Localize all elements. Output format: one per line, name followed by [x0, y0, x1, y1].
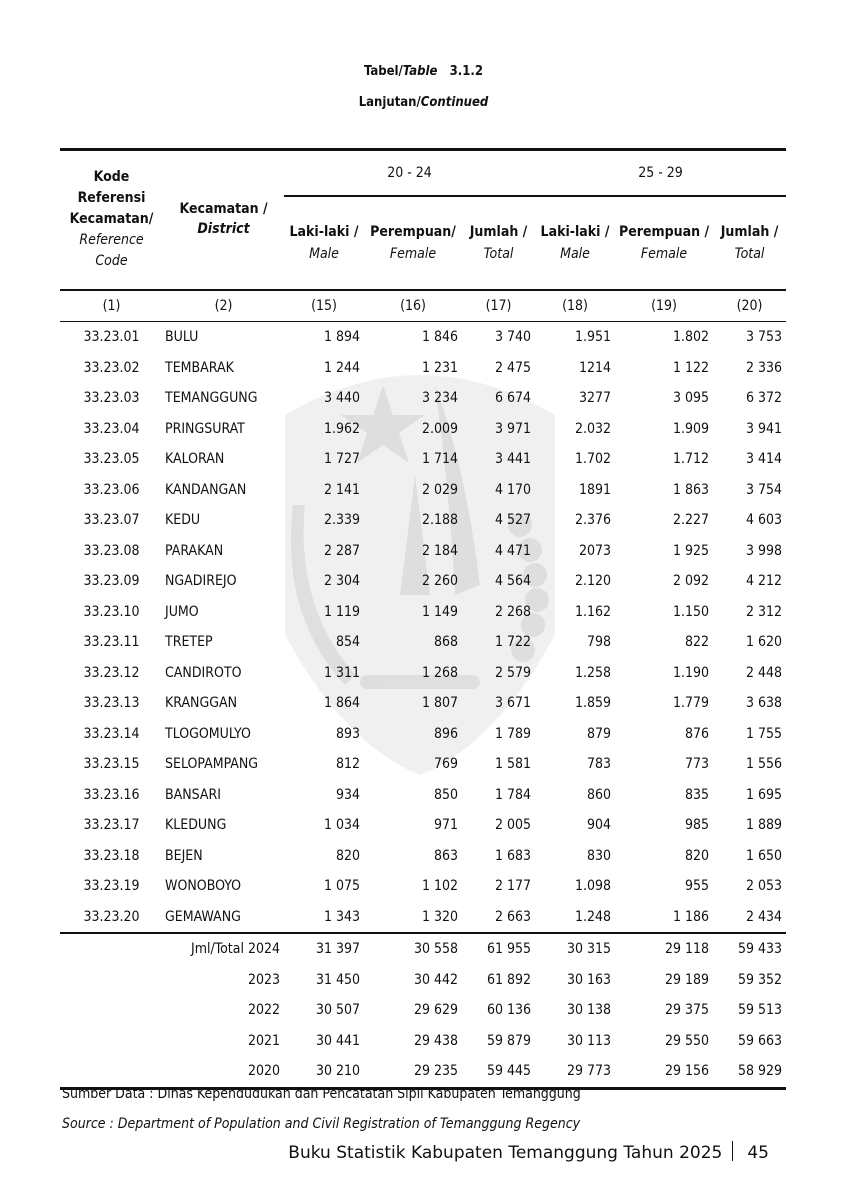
total-25-29: 4 212: [745, 573, 783, 590]
district-name: BULU: [165, 329, 199, 346]
district-code: 33.23.19: [83, 878, 140, 895]
district-name: JUMO: [165, 603, 199, 620]
population-table: [60, 148, 786, 1090]
total-20-24: 2 663: [494, 908, 532, 925]
total-20-24: 4 527: [494, 512, 532, 529]
total-25-29: 3 941: [745, 420, 783, 437]
total-25-29: 59 513: [737, 1002, 783, 1019]
female-25-29: 773: [684, 756, 710, 773]
table-row: [60, 475, 786, 506]
district-code: 33.23.06: [83, 481, 140, 498]
male-20-24: 820: [335, 847, 360, 864]
header-age-25-29: 25 - 29: [535, 150, 786, 197]
male-25-29: 30 138: [566, 1002, 612, 1019]
male-20-24: 893: [335, 725, 360, 742]
district-name: KANDANGAN: [165, 481, 247, 498]
female-20-24: 1 320: [421, 908, 458, 925]
district-code: 33.23.11: [83, 634, 140, 651]
female-20-24: 1 846: [421, 329, 458, 346]
total-25-29: 2 053: [745, 878, 783, 895]
total-25-29: 4 603: [745, 512, 783, 529]
male-25-29: 879: [586, 725, 612, 742]
table-row: [60, 536, 786, 567]
female-20-24: 29 438: [413, 1032, 458, 1049]
table-row: [60, 505, 786, 536]
male-20-24: 1 119: [323, 603, 360, 620]
male-25-29: 1214: [578, 359, 612, 376]
male-20-24: 30 441: [315, 1032, 360, 1049]
female-20-24: 2 184: [421, 542, 458, 559]
female-25-29: 29 375: [664, 1002, 710, 1019]
total-25-29: 3 638: [745, 695, 783, 712]
district-name: TRETEP: [165, 634, 213, 651]
spacer-cell: [60, 1026, 163, 1057]
district-name: TLOGOMULYO: [165, 725, 251, 742]
total-25-29: 59 352: [737, 971, 783, 988]
male-20-24: 3 440: [323, 390, 360, 407]
male-20-24: 1 311: [323, 664, 360, 681]
total-25-29: 2 434: [745, 908, 783, 925]
table-subtitle: Lanjutan/Continued: [358, 95, 489, 110]
district-name: CANDIROTO: [165, 664, 242, 681]
district-code: 33.23.05: [83, 451, 140, 468]
header-female: Perempuan/ Female: [370, 224, 456, 262]
district-name: TEMBARAK: [165, 359, 234, 376]
male-25-29: 1.162: [574, 603, 612, 620]
female-25-29: 1 122: [672, 359, 710, 376]
total-25-29: 1 556: [745, 756, 783, 773]
total-year-label: 2021: [247, 1032, 280, 1049]
total-year-label: Jml/Total 2024: [191, 941, 280, 958]
male-25-29: 1.098: [574, 878, 612, 895]
female-25-29: 1.779: [672, 695, 710, 712]
male-25-29: 1891: [578, 481, 612, 498]
male-20-24: 1 343: [323, 908, 360, 925]
header-male: Laki-laki / Male: [289, 224, 359, 262]
female-20-24: 850: [433, 786, 458, 803]
total-20-24: 3 441: [494, 451, 532, 468]
total-25-29: 3 754: [745, 481, 783, 498]
district-name: TEMANGGUNG: [165, 390, 258, 407]
total-20-24: 6 674: [494, 390, 532, 407]
total-20-24: 1 789: [494, 725, 532, 742]
total-20-24: 2 268: [494, 603, 532, 620]
table-row: [60, 719, 786, 750]
table-row: [60, 627, 786, 658]
female-20-24: 1 807: [421, 695, 458, 712]
female-20-24: 2 260: [421, 573, 458, 590]
total-20-24: 1 683: [494, 847, 532, 864]
male-20-24: 31 397: [315, 941, 360, 958]
district-code: 33.23.10: [83, 603, 140, 620]
total-year-label: 2023: [247, 971, 280, 988]
total-25-29: 59 663: [737, 1032, 783, 1049]
district-name: BANSARI: [165, 786, 222, 803]
district-name: KEDU: [165, 512, 201, 529]
female-20-24: 2 029: [421, 481, 458, 498]
male-20-24: 854: [335, 634, 360, 651]
female-20-24: 3 234: [421, 390, 458, 407]
table-row: [60, 841, 786, 872]
table-row: [60, 810, 786, 841]
male-20-24: 2.339: [323, 512, 360, 529]
district-name: BEJEN: [165, 847, 203, 864]
female-20-24: 1 231: [421, 359, 458, 376]
col-number: (16): [400, 298, 426, 314]
source-note-en: Source : Department of Population and Civil Registration of Temanggung Regency: [62, 1116, 581, 1132]
total-25-29: 2 448: [745, 664, 783, 681]
total-25-29: 1 650: [745, 847, 783, 864]
male-25-29: 1.248: [574, 908, 612, 925]
header-age-20-24: 20 - 24: [284, 150, 535, 197]
district-name: KALORAN: [165, 451, 225, 468]
female-20-24: 863: [433, 847, 458, 864]
table-row: [60, 902, 786, 934]
district-code: 33.23.18: [83, 847, 140, 864]
district-code: 33.23.13: [83, 695, 140, 712]
spacer-cell: [60, 965, 163, 996]
total-20-24: 2 475: [494, 359, 532, 376]
male-25-29: 30 113: [566, 1032, 612, 1049]
col-number: (1): [102, 298, 121, 314]
female-25-29: 985: [684, 817, 710, 834]
page-footer: [288, 1141, 769, 1163]
male-25-29: 30 163: [566, 971, 612, 988]
district-code: 33.23.17: [83, 817, 140, 834]
district-code: 33.23.07: [83, 512, 140, 529]
total-20-24: 59 879: [486, 1032, 532, 1049]
female-25-29: 29 118: [664, 941, 710, 958]
total-25-29: 3 414: [745, 451, 783, 468]
female-25-29: 29 550: [664, 1032, 710, 1049]
female-20-24: 1 102: [421, 878, 458, 895]
table-row: [60, 688, 786, 719]
female-25-29: 876: [684, 725, 710, 742]
male-20-24: 30 210: [315, 1063, 360, 1080]
male-25-29: 3277: [578, 390, 612, 407]
male-20-24: 1 244: [323, 359, 360, 376]
male-25-29: 2.120: [574, 573, 612, 590]
female-25-29: 1 863: [672, 481, 710, 498]
header-total: Jumlah / Total: [720, 224, 779, 262]
spacer-cell: [60, 995, 163, 1026]
table-row: [60, 780, 786, 811]
male-20-24: 1 864: [323, 695, 360, 712]
table-row: [60, 444, 786, 475]
district-name: KLEDUNG: [165, 817, 227, 834]
total-year-label: 2022: [247, 1002, 280, 1019]
male-25-29: 1.258: [574, 664, 612, 681]
district-code: 33.23.08: [83, 542, 140, 559]
spacer-cell: [60, 1056, 163, 1088]
male-20-24: 2 141: [323, 481, 360, 498]
header-female: Perempuan / Female: [618, 224, 710, 262]
district-name: NGADIREJO: [165, 573, 237, 590]
male-20-24: 934: [335, 786, 360, 803]
header-code: Kode Referensi Kecamatan/ Reference Code: [69, 169, 154, 269]
total-20-24: 3 671: [494, 695, 532, 712]
female-20-24: 1 714: [421, 451, 458, 468]
source-note-id: Sumber Data : Dinas Kependudukan dan Pencatatan Sipil Kabupaten Temanggung: [62, 1086, 581, 1102]
male-20-24: 812: [335, 756, 360, 773]
female-20-24: 30 558: [413, 941, 458, 958]
female-25-29: 1 925: [672, 542, 710, 559]
col-number: (17): [485, 298, 512, 314]
male-25-29: 830: [586, 847, 612, 864]
book-title: Buku Statistik Kabupaten Temanggung Tahun 2025: [288, 1143, 723, 1163]
female-20-24: 1 268: [421, 664, 458, 681]
header-total: Jumlah / Total: [469, 224, 528, 262]
spacer-cell: [60, 933, 163, 965]
female-25-29: 820: [684, 847, 710, 864]
total-20-24: 2 177: [494, 878, 532, 895]
female-20-24: 1 149: [421, 603, 458, 620]
total-20-24: 3 740: [494, 329, 532, 346]
female-20-24: 29 235: [413, 1063, 458, 1080]
female-25-29: 29 156: [664, 1063, 710, 1080]
total-20-24: 4 471: [494, 542, 532, 559]
total-25-29: 2 312: [745, 603, 783, 620]
district-name: GEMAWANG: [165, 908, 241, 925]
female-25-29: 1.802: [672, 329, 710, 346]
male-25-29: 1.951: [574, 329, 612, 346]
district-code: 33.23.12: [83, 664, 140, 681]
header-district: Kecamatan / District: [179, 201, 268, 237]
female-20-24: 30 442: [413, 971, 458, 988]
female-25-29: 1.712: [672, 451, 710, 468]
total-25-29: 1 695: [745, 786, 783, 803]
total-25-29: 3 998: [745, 542, 783, 559]
total-20-24: 1 722: [494, 634, 532, 651]
female-25-29: 1.909: [672, 420, 710, 437]
total-20-24: 4 170: [494, 481, 532, 498]
male-25-29: 2.376: [574, 512, 612, 529]
total-25-29: 1 889: [745, 817, 783, 834]
total-20-24: 2 579: [494, 664, 532, 681]
district-code: 33.23.04: [83, 420, 140, 437]
total-20-24: 1 784: [494, 786, 532, 803]
male-25-29: 30 315: [566, 941, 612, 958]
female-25-29: 1 186: [672, 908, 710, 925]
district-name: PRINGSURAT: [165, 420, 245, 437]
total-row: [60, 1056, 786, 1088]
district-code: 33.23.20: [83, 908, 140, 925]
total-25-29: 59 433: [737, 941, 783, 958]
male-20-24: 1.962: [323, 420, 360, 437]
table-row: [60, 566, 786, 597]
total-20-24: 59 445: [486, 1063, 532, 1080]
male-20-24: 1 727: [323, 451, 360, 468]
female-25-29: 29 189: [664, 971, 710, 988]
district-code: 33.23.15: [83, 756, 140, 773]
female-25-29: 955: [684, 878, 710, 895]
total-year-label: 2020: [247, 1063, 280, 1080]
female-20-24: 971: [433, 817, 458, 834]
col-number: (18): [562, 298, 588, 314]
male-25-29: 798: [586, 634, 612, 651]
male-20-24: 30 507: [315, 1002, 360, 1019]
female-25-29: 822: [684, 634, 710, 651]
table-row: [60, 383, 786, 414]
total-20-24: 1 581: [494, 756, 532, 773]
female-25-29: 2 092: [672, 573, 710, 590]
total-25-29: 3 753: [745, 329, 783, 346]
female-20-24: 868: [433, 634, 458, 651]
female-25-29: 3 095: [672, 390, 710, 407]
col-number: (15): [311, 298, 337, 314]
total-25-29: 6 372: [745, 390, 783, 407]
male-25-29: 783: [586, 756, 612, 773]
district-code: 33.23.03: [83, 390, 140, 407]
district-name: WONOBOYO: [165, 878, 242, 895]
total-20-24: 4 564: [494, 573, 532, 590]
female-25-29: 1.150: [672, 603, 710, 620]
total-row: [60, 965, 786, 996]
table-row: [60, 322, 786, 353]
female-25-29: 835: [684, 786, 710, 803]
total-row: [60, 1026, 786, 1057]
table-row: [60, 658, 786, 689]
female-20-24: 29 629: [413, 1002, 458, 1019]
male-20-24: 2 304: [323, 573, 360, 590]
district-code: 33.23.02: [83, 359, 140, 376]
female-20-24: 2.009: [421, 420, 458, 437]
total-25-29: 2 336: [745, 359, 783, 376]
total-25-29: 1 620: [745, 634, 783, 651]
table-row: [60, 749, 786, 780]
total-20-24: 61 892: [486, 971, 532, 988]
total-20-24: 3 971: [494, 420, 532, 437]
total-row: [60, 995, 786, 1026]
male-20-24: 1 894: [323, 329, 360, 346]
col-number: (19): [651, 298, 677, 314]
total-20-24: 61 955: [486, 941, 532, 958]
male-25-29: 2073: [578, 542, 612, 559]
col-number: (20): [736, 298, 763, 314]
footer-separator: [732, 1141, 733, 1161]
female-25-29: 2.227: [672, 512, 710, 529]
table-row: [60, 414, 786, 445]
female-20-24: 769: [433, 756, 458, 773]
male-20-24: 31 450: [315, 971, 360, 988]
total-20-24: 60 136: [486, 1002, 532, 1019]
page-number: 45: [747, 1143, 769, 1163]
male-20-24: 2 287: [323, 542, 360, 559]
district-code: 33.23.09: [83, 573, 140, 590]
total-25-29: 1 755: [745, 725, 783, 742]
male-25-29: 29 773: [566, 1063, 612, 1080]
female-25-29: 1.190: [672, 664, 710, 681]
table-row: [60, 353, 786, 384]
male-20-24: 1 075: [323, 878, 360, 895]
male-20-24: 1 034: [323, 817, 360, 834]
table-row: [60, 597, 786, 628]
district-code: 33.23.16: [83, 786, 140, 803]
district-code: 33.23.01: [83, 329, 140, 346]
total-row: [60, 933, 786, 965]
male-25-29: 2.032: [574, 420, 612, 437]
female-20-24: 896: [433, 725, 458, 742]
district-name: KRANGGAN: [165, 695, 238, 712]
district-name: PARAKAN: [165, 542, 224, 559]
male-25-29: 860: [586, 786, 612, 803]
male-25-29: 904: [586, 817, 612, 834]
male-25-29: 1.702: [574, 451, 612, 468]
district-code: 33.23.14: [83, 725, 140, 742]
total-20-24: 2 005: [494, 817, 532, 834]
district-name: SELOPAMPANG: [165, 756, 259, 773]
header-male: Laki-laki / Male: [540, 224, 610, 262]
female-20-24: 2.188: [421, 512, 458, 529]
male-25-29: 1.859: [574, 695, 612, 712]
table-row: [60, 871, 786, 902]
col-number: (2): [214, 298, 233, 314]
table-title: Tabel/Table 3.1.2: [364, 64, 483, 79]
total-25-29: 58 929: [737, 1063, 783, 1080]
